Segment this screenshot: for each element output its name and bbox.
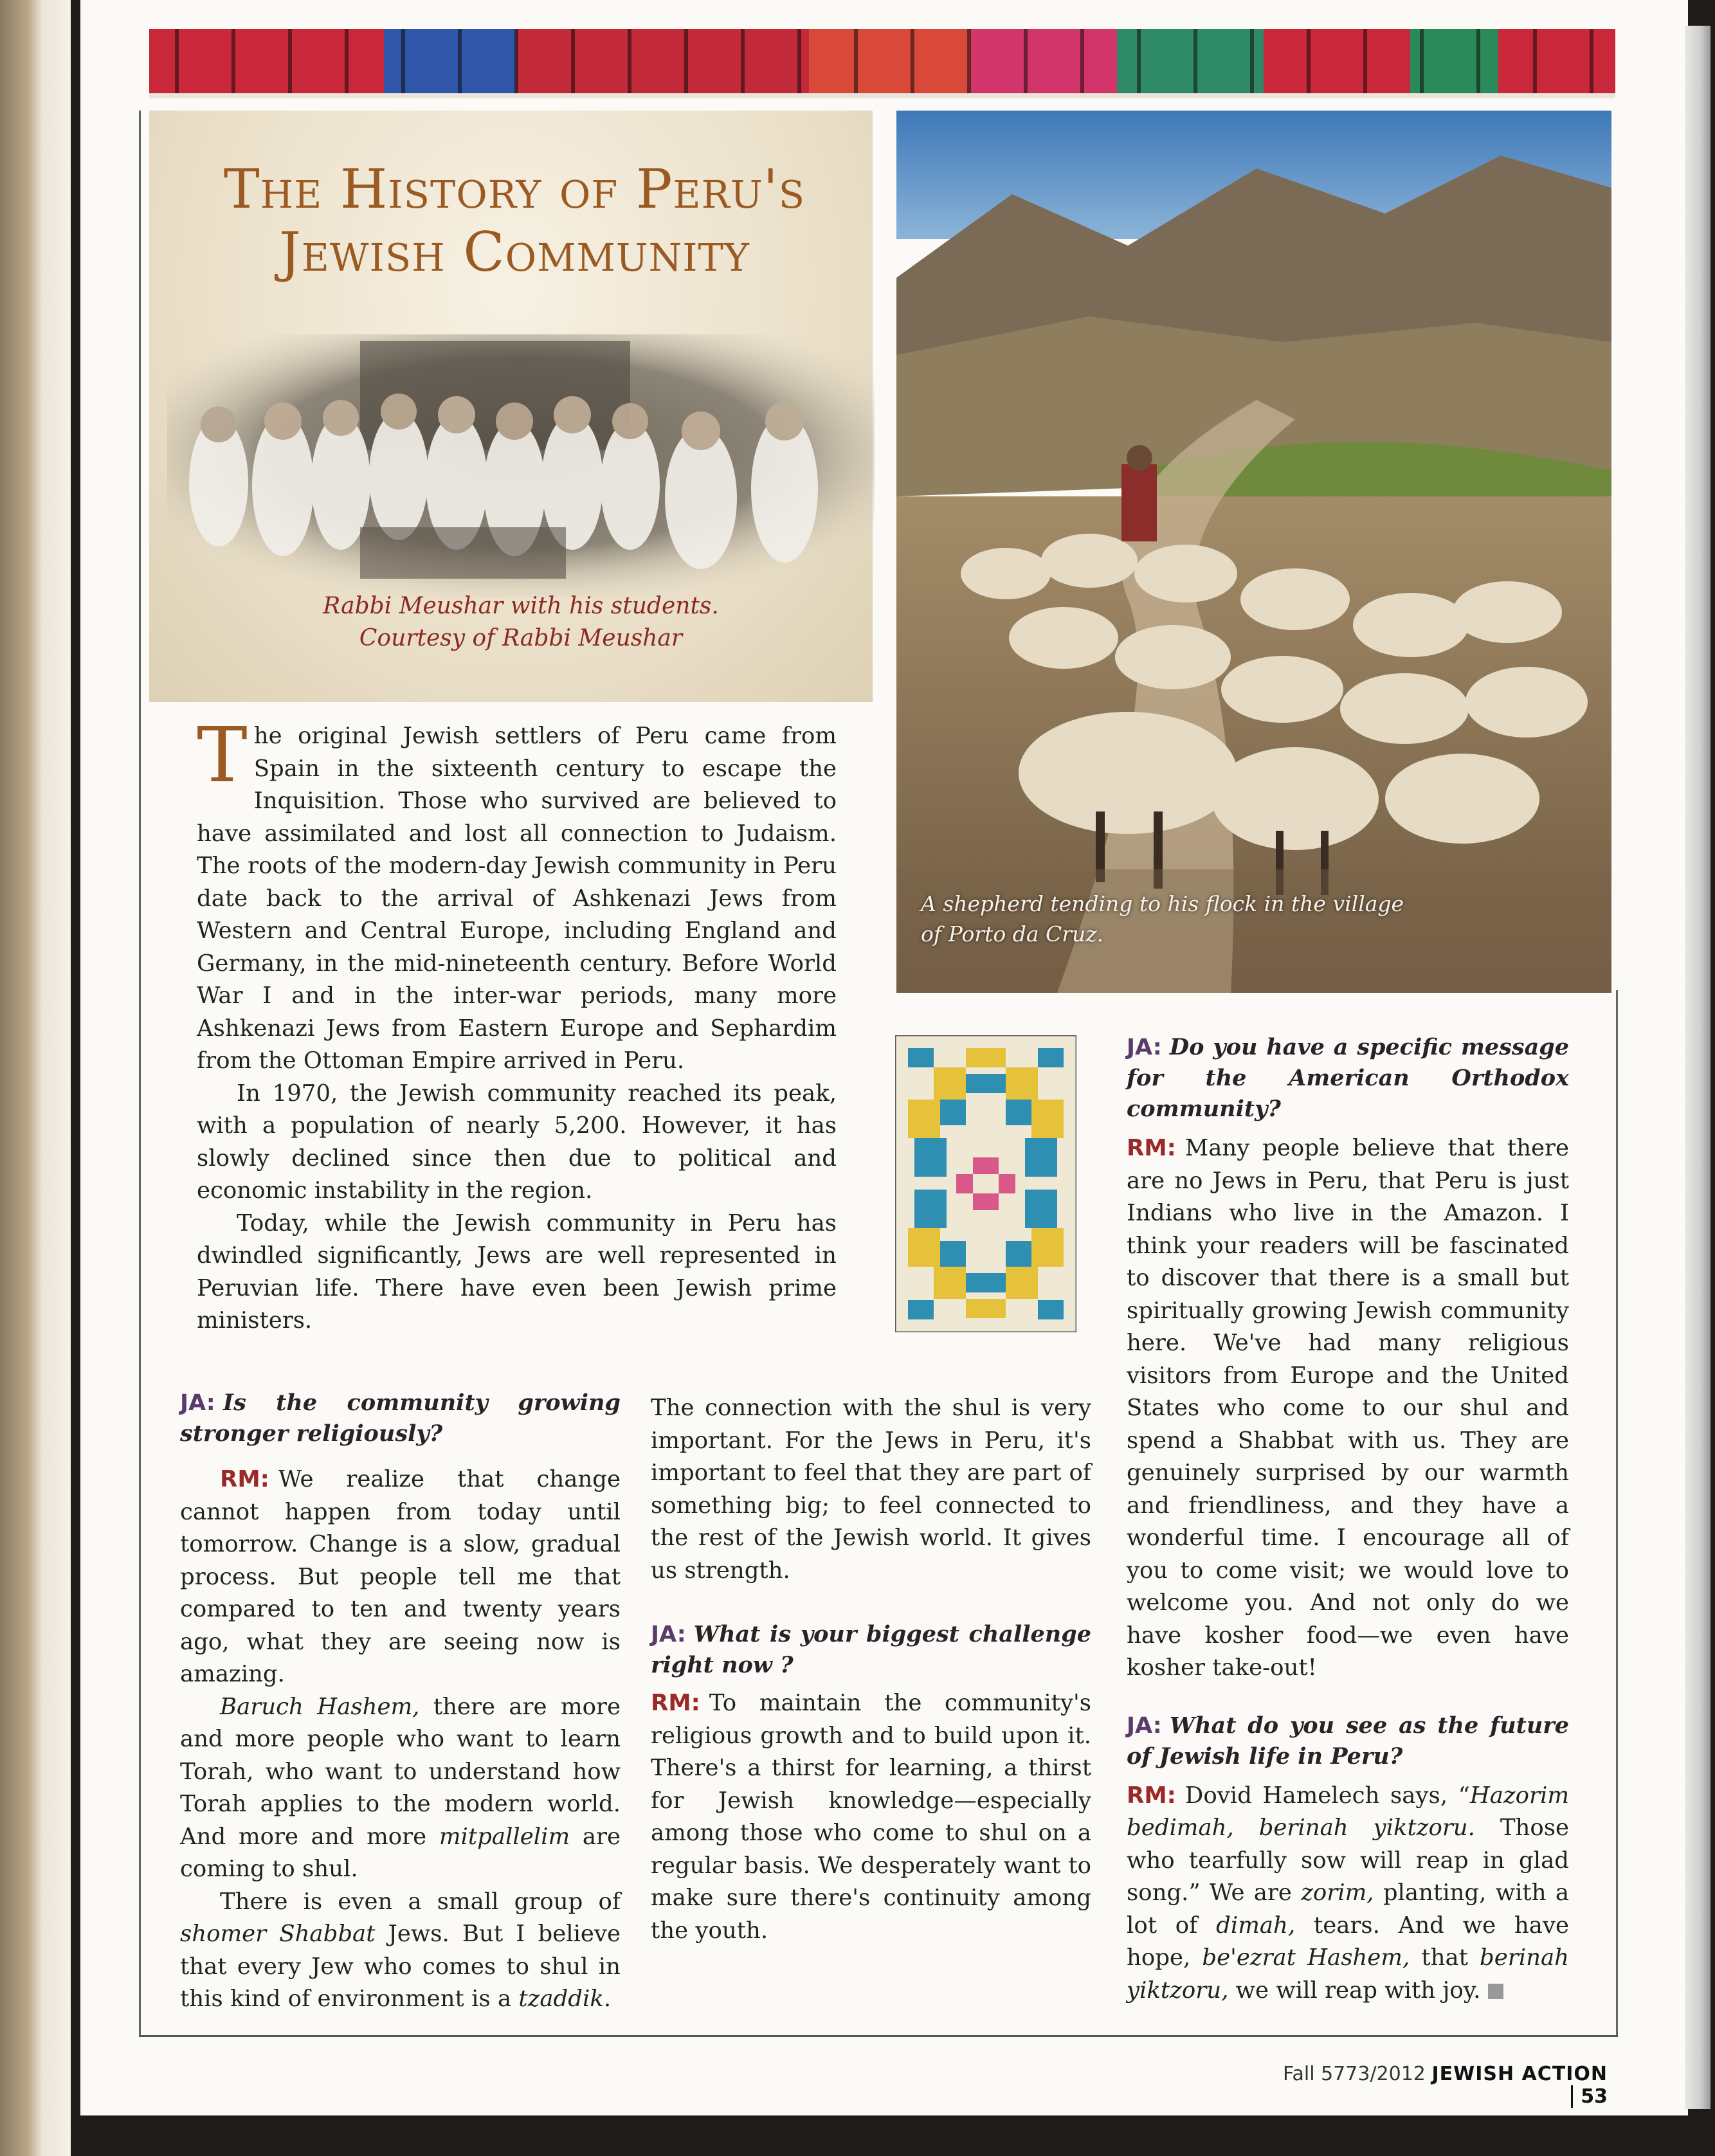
- qa3-answer-text: Many people believe that there are no Jews in Peru, that Peru is just Indians who live in the Amazon. I think your readers will be fascinated to discover that there is a small but spiritually growing Jewish community here. We've had many religious visitors from Europe and the United States who come to our shul and spend a Shabbat with us. They are genuinely surprised by our warmth and friendliness, and they have a wonderful time. I encourage all of you to come visit; we would love to welcome you. And not only do we have kosher food—we even have kosher take-out!: [1127, 1135, 1569, 1681]
- qa3-question: [1127, 1032, 1569, 1125]
- qa4-answer: [1127, 1780, 1569, 2007]
- history-paragraph-1: [197, 711, 837, 1078]
- qa4-question-text: What do you see as the future of Jewish life in Peru?: [1127, 1712, 1569, 1770]
- students-caption-line1: Rabbi Meushar with his students.: [323, 593, 719, 619]
- qa1-answer-p3: [180, 1886, 621, 2016]
- shepherd-photo: [896, 111, 1611, 993]
- shepherd-caption-line2: of Porto da Cruz.: [921, 921, 1104, 947]
- qa4-hebrew: Hazorim bedimah, berinah yiktzoru.: [1127, 1782, 1569, 1841]
- rm-label: RM:: [651, 1690, 700, 1716]
- magazine-name: JEWISH ACTION: [1431, 2063, 1608, 2085]
- qa1-answer-p1: [180, 1463, 621, 1691]
- facing-page-edge: [0, 0, 71, 2156]
- drop-cap: T: [197, 711, 248, 799]
- history-paragraph-2: In 1970, the Jewish community reached its peak, with a population of nearly 5,200. However, it has slowly declined since then due to political and economic instability in the region.: [197, 1080, 837, 1204]
- page-number: 53: [1571, 2085, 1608, 2108]
- qa1-text: are coming to shul.: [180, 1823, 621, 1882]
- qa1-answer-text: We realize that change cannot happen from today until tomorrow. Change is a slow, gradual process. But people tell me that compared to ten and twenty years ago, what they are seeing now is amazing.: [180, 1466, 621, 1687]
- qa4-text: tears. And we have hope,: [1127, 1912, 1569, 1971]
- ja-label: JA:: [1127, 1712, 1162, 1739]
- qa4-hebrew: dimah,: [1216, 1912, 1296, 1939]
- history-paragraph-3: Today, while the Jewish community in Peru has dwindled significantly, Jews are well represented in Peruvian life. There have even been Jewish prime ministers.: [197, 1209, 837, 1334]
- frame-right-rule: [1616, 990, 1618, 2036]
- ja-label: JA:: [651, 1622, 686, 1647]
- qa1-answer-p4: The connection with the shul is very important. For the Jews in Peru, it's important to feel that they are part of something big; to feel connected to the rest of the Jewish world. It gives us strength.: [651, 1395, 1091, 1584]
- banner-divider: [149, 93, 1615, 98]
- qa1-text: There is even a small group of: [220, 1888, 621, 1915]
- qa1-text: there are more and more people who want to learn Torah, who want to understand how Torah applies to the modern world. And more and more: [180, 1693, 621, 1850]
- issue-date: Fall 5773/2012: [1283, 2063, 1426, 2085]
- rm-label: RM:: [220, 1466, 269, 1492]
- qa4-text: Those who tearfully sow will reap in glad song.” We are: [1127, 1815, 1569, 1906]
- shepherd-photo-caption: [921, 889, 1500, 949]
- students-photo-caption: [193, 590, 849, 655]
- qa1-question-text: Is the community growing stronger religiously?: [180, 1390, 621, 1447]
- page-footer: [1260, 2063, 1608, 2108]
- qa2-question-text: What is your biggest challenge right now ?: [651, 1621, 1091, 1678]
- right-column-qa: [1127, 1032, 1569, 2007]
- middle-column-qa: [651, 1392, 1091, 1947]
- qa4-text: Dovid Hamelech says, “: [1184, 1782, 1470, 1809]
- rm-label: RM:: [1127, 1135, 1176, 1161]
- qa1-answer-p2: [180, 1691, 621, 1886]
- qa4-hebrew: be'ezrat Hashem,: [1202, 1944, 1410, 1971]
- qa1-text: .: [603, 1986, 612, 2012]
- qa4-question: [1127, 1710, 1569, 1772]
- students-photo: [167, 334, 875, 598]
- qa1-hebrew: shomer Shabbat: [180, 1921, 376, 1947]
- students-caption-credit: Courtesy of Rabbi Meushar: [359, 625, 683, 651]
- qa4-hebrew: berinah yiktzoru,: [1127, 1944, 1569, 2004]
- shepherd-caption-line1: A shepherd tending to his flock in the village: [921, 891, 1404, 916]
- qa4-text: planting, with a lot of: [1127, 1880, 1569, 1939]
- page-fore-edge: [1685, 26, 1710, 2109]
- qa1-hebrew: mitpallelim: [439, 1823, 570, 1850]
- qa1-question: [180, 1388, 621, 1449]
- frame-bottom-rule: [139, 2035, 1618, 2037]
- qa4-text: we will reap with joy.: [1228, 1977, 1481, 2004]
- history-title: The History of Peru's Jewish Community: [223, 158, 806, 284]
- left-column-qa: [180, 1388, 621, 2016]
- qa2-answer: [651, 1687, 1091, 1947]
- history-paragraph-1-text: he original Jewish settlers of Peru came from Spain in the sixteenth century to escape the Inquisition. Those who survived are believed to have assimilated and lost all connection to Judaism. The roots of the modern-day Jewish community in Peru date back to the arrival of Ashkenazi Jews from Western and Central Europe, including England and Germany, in the mid-nineteenth century. Before World War I and in the inter-war periods, many more Ashkenazi Jews from Eastern Europe and Sephardim from the Ottoman Empire arrived in Peru.: [197, 723, 837, 1074]
- ja-label: JA:: [1127, 1035, 1162, 1060]
- qa1-hebrew: tzaddik: [518, 1986, 604, 2012]
- rm-label: RM:: [1127, 1782, 1176, 1809]
- qa3-answer: [1127, 1132, 1569, 1685]
- qa1-hebrew: Baruch Hashem,: [220, 1693, 420, 1720]
- qa3-question-text: Do you have a specific message for the American Orthodox community?: [1127, 1034, 1569, 1122]
- history-article-body: [197, 711, 837, 1337]
- textile-pattern-graphic: [895, 1035, 1076, 1332]
- qa4-text: that: [1410, 1944, 1480, 1971]
- ja-label: JA:: [180, 1390, 215, 1416]
- qa1-text: Jews. But I believe that every Jew who comes to shul in this kind of environment is a: [180, 1921, 621, 2012]
- qa2-question: [651, 1619, 1091, 1681]
- frame-left-rule: [139, 111, 141, 2036]
- woven-textile-banner: [149, 29, 1615, 93]
- qa4-hebrew: zorim,: [1301, 1880, 1374, 1906]
- end-mark-icon: [1488, 1984, 1503, 1999]
- qa2-answer-text: To maintain the community's religious growth and to build upon it. There's a thirst for learning, a thirst for Jewish knowledge—especially among those who come to shul on a regular basis. We desperately want to make sure there's continuity among the youth.: [651, 1690, 1091, 1944]
